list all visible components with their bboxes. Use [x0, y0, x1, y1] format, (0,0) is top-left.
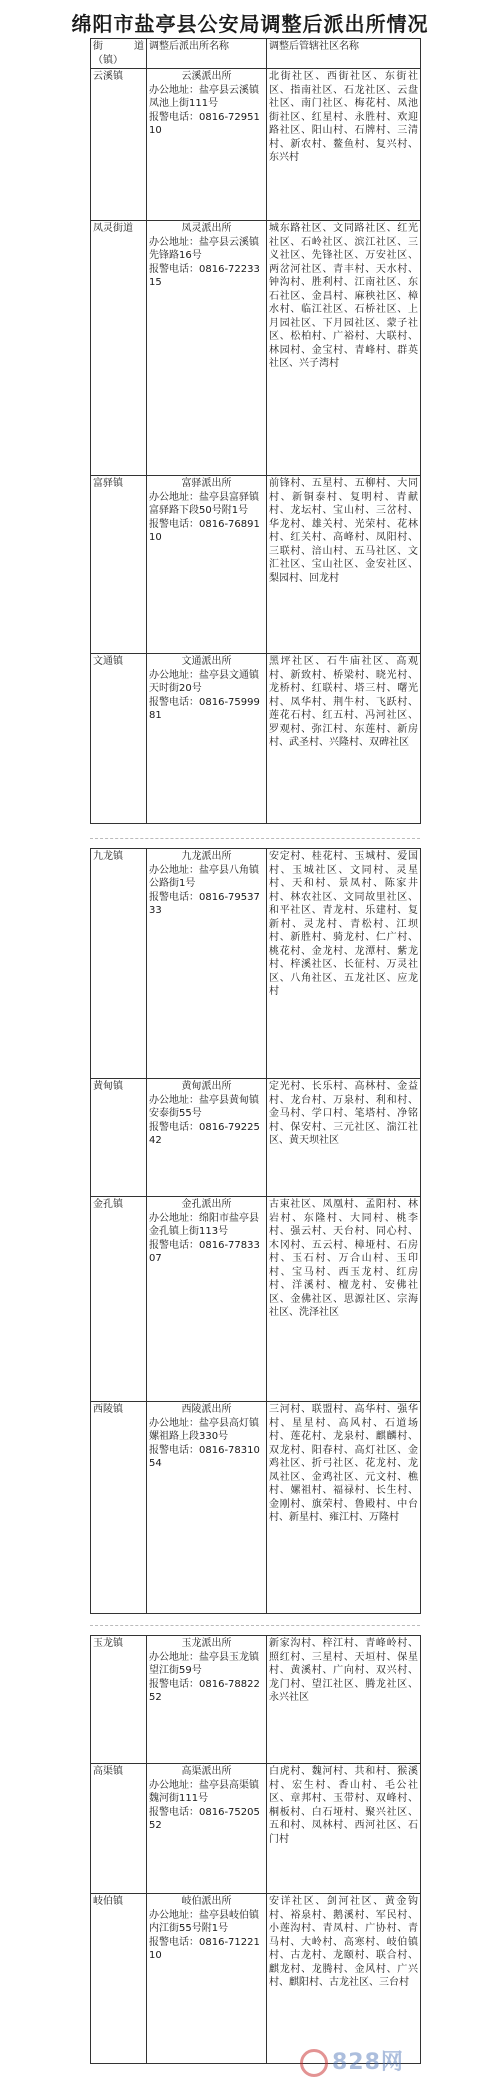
communities-cell: 古束社区、凤凰村、孟阳村、林岩村、东隆村、大同村、桃李村、强云村、天台村、同心村、木冈村、五云村、樟垭村、石房村、玉石村、万合山村、玉印村、宝马村、西玉龙村、红房村、洋溪村、檀龙村、安佛社区、金佛社区、思源社区、宗海社区、洗泽社区	[267, 1197, 421, 1402]
town-cell: 富驿镇	[91, 476, 147, 654]
station-cell: 高渠派出所 办公地址：盐亭县高渠镇魏河街111号 报警电话：0816-7520552	[147, 1764, 267, 1894]
communities-cell: 城东路社区、文同路社区、红光社区、石岭社区、滨江社区、三义社区、先锋社区、万安社区、两岔河社区、青丰村、天水村、钟沟村、胜利村、江南社区、东石社区、金昌村、麻秧社区、樟水村、临江社区、石桥社区、上月园社区、下月园社区、蒙子社区、松柏村、广裕村、大联村、林园村、金宝村、青峰村、群英社区、兴子湾村	[267, 221, 421, 476]
page-title: 绵阳市盐亭县公安局调整后派出所情况	[71, 12, 429, 36]
communities-cell: 北街社区、西街社区、东街社区、指南社区、石龙社区、云盘社区、南门社区、梅花村、凤池街社区、红星村、永胜村、欢迎路社区、阳山村、石牌村、三清村、新农村、鳌鱼村、复兴村、东兴村	[267, 69, 421, 221]
station-cell: 富驿派出所 办公地址：盐亭县富驿镇富驿路下段50号附1号 报警电话：0816-7689110	[147, 476, 267, 654]
town-cell: 九龙镇	[91, 849, 147, 1079]
table-row	[91, 1894, 421, 2064]
communities-cell: 黑坪社区、石牛庙社区、高观村、新致村、桥梁村、晓光村、龙桥村、红联村、塔三村、曙光村、凤华村、荆牛村、飞跃村、莲花石村、红五村、冯河社区、罗观村、弥江村、东莲村、新房村、武圣村、兴隆村、双碑社区	[267, 654, 421, 824]
police-station-table-continued	[90, 848, 421, 1614]
town-cell: 黄甸镇	[91, 1079, 147, 1197]
header-town: 街 道 （镇）	[91, 39, 147, 69]
table-row	[91, 1764, 421, 1894]
table-row	[91, 1402, 421, 1614]
town-cell: 文通镇	[91, 654, 147, 824]
communities-cell: 安定村、桂花村、玉城村、爱国村、玉城社区、文同村、灵星村、天和村、景凤村、陈家井村、林农社区、文同故里社区、和平社区、青龙村、乐建村、复新村、灵龙村、青松村、江坝村、新胜村、骑龙村、仁广村、桃花村、金龙村、龙潭村、紫龙村、梓溪社区、长征村、万灵社区、八角社区、五龙社区、应龙村	[267, 849, 421, 1079]
station-cell: 文通派出所 办公地址：盐亭县文通镇天时街20号 报警电话：0816-7599981	[147, 654, 267, 824]
station-cell: 金孔派出所 办公地址：绵阳市盐亭县金孔镇上街113号 报警电话：0816-7783307	[147, 1197, 267, 1402]
station-cell: 玉龙派出所 办公地址：盐亭县玉龙镇望江街59号 报警电话：0816-7882252	[147, 1636, 267, 1764]
page-break-line	[90, 1625, 420, 1626]
site-watermark: 828网	[300, 2045, 460, 2075]
communities-cell: 新家沟村、梓江村、青峰岭村、照红村、三星村、天垣村、保星村、黄溪村、广向村、双兴村、龙门村、望江社区、腾龙社区、永兴社区	[267, 1636, 421, 1764]
police-station-table-continued	[90, 1635, 421, 2064]
town-cell: 玉龙镇	[91, 1636, 147, 1764]
table-row	[91, 1079, 421, 1197]
town-cell: 金孔镇	[91, 1197, 147, 1402]
table-part-1	[90, 38, 420, 824]
station-cell: 九龙派出所 办公地址：盐亭县八角镇公路街1号 报警电话：0816-7953733	[147, 849, 267, 1079]
communities-cell: 前锋村、五星村、五柳村、大同村、新铜泰村、复明村、青献村、龙坛村、宝山村、三岔村、华龙村、雄关村、光荣村、花林村、红关村、高峰村、凤阳村、三联村、涪山村、五马社区、文汇社区、宝山社区、金安社区、梨园村、回龙村	[267, 476, 421, 654]
station-cell: 凤灵派出所 办公地址：盐亭县云溪镇先锋路16号 报警电话：0816-7223315	[147, 221, 267, 476]
table-row	[91, 1636, 421, 1764]
station-cell: 云溪派出所 办公地址：盐亭县云溪镇凤池上街111号 报警电话：0816-7295110	[147, 69, 267, 221]
station-cell: 岐伯派出所 办公地址：盐亭县岐伯镇内江街55号附1号 报警电话：0816-7122110	[147, 1894, 267, 2064]
police-station-table	[90, 38, 421, 824]
town-cell: 云溪镇	[91, 69, 147, 221]
station-cell: 黄甸派出所 办公地址：盐亭县黄甸镇安泰街55号 报警电话：0816-7922542	[147, 1079, 267, 1197]
header-station: 调整后派出所名称	[147, 39, 267, 69]
communities-cell: 安详社区、剑河社区、黄金钩村、裕泉村、鹅溪村、军民村、小莲沟村、青凤村、广协村、青马村、大岭村、高寒村、岐伯镇村、古龙村、龙颐村、联合村、麒龙村、龙腾村、金风村、广兴村、麒阳村、古龙社区、三台村	[267, 1894, 421, 2064]
town-cell: 高渠镇	[91, 1764, 147, 1894]
communities-cell: 三河村、联盟村、高华村、强华村、星星村、高风村、石道场村、莲花村、龙泉村、麒麟村、双龙村、阳春村、高灯社区、金鸡社区、折弓社区、花龙村、龙凤社区、金鸡社区、元文村、樵村、嫘祖村、福禄村、长生村、金刚村、旗荣村、鲁殿村、中台村、新星村、雍江村、万隆村	[267, 1402, 421, 1614]
table-row	[91, 1197, 421, 1402]
town-cell: 岐伯镇	[91, 1894, 147, 2064]
table-part-2	[90, 848, 420, 1614]
table-row	[91, 849, 421, 1079]
table-row	[91, 476, 421, 654]
header-communities: 调整后管辖社区名称	[267, 39, 421, 69]
town-cell: 凤灵街道	[91, 221, 147, 476]
communities-cell: 白虎村、魏河村、共和村、猴溪村、宏生村、香山村、毛公社区、章邦村、玉带村、双峰村、桐板村、白石垭村、聚兴社区、五和村、凤林村、西河社区、石门村	[267, 1764, 421, 1894]
watermark-logo-icon	[300, 2049, 328, 2077]
table-row	[91, 221, 421, 476]
table-row	[91, 69, 421, 221]
town-cell: 西陵镇	[91, 1402, 147, 1614]
table-row	[91, 654, 421, 824]
table-header-row	[91, 39, 421, 69]
table-part-3	[90, 1635, 420, 2064]
communities-cell: 定光村、长乐村、高林村、金益村、龙台村、万泉村、利和村、金马村、学口村、笔塔村、净铭村、保安村、三元社区、湍江社区、黄天坝社区	[267, 1079, 421, 1197]
station-cell: 西陵派出所 办公地址：盐亭县高灯镇嫘祖路上段330号 报警电话：0816-7831054	[147, 1402, 267, 1614]
page-break-line	[90, 838, 420, 839]
